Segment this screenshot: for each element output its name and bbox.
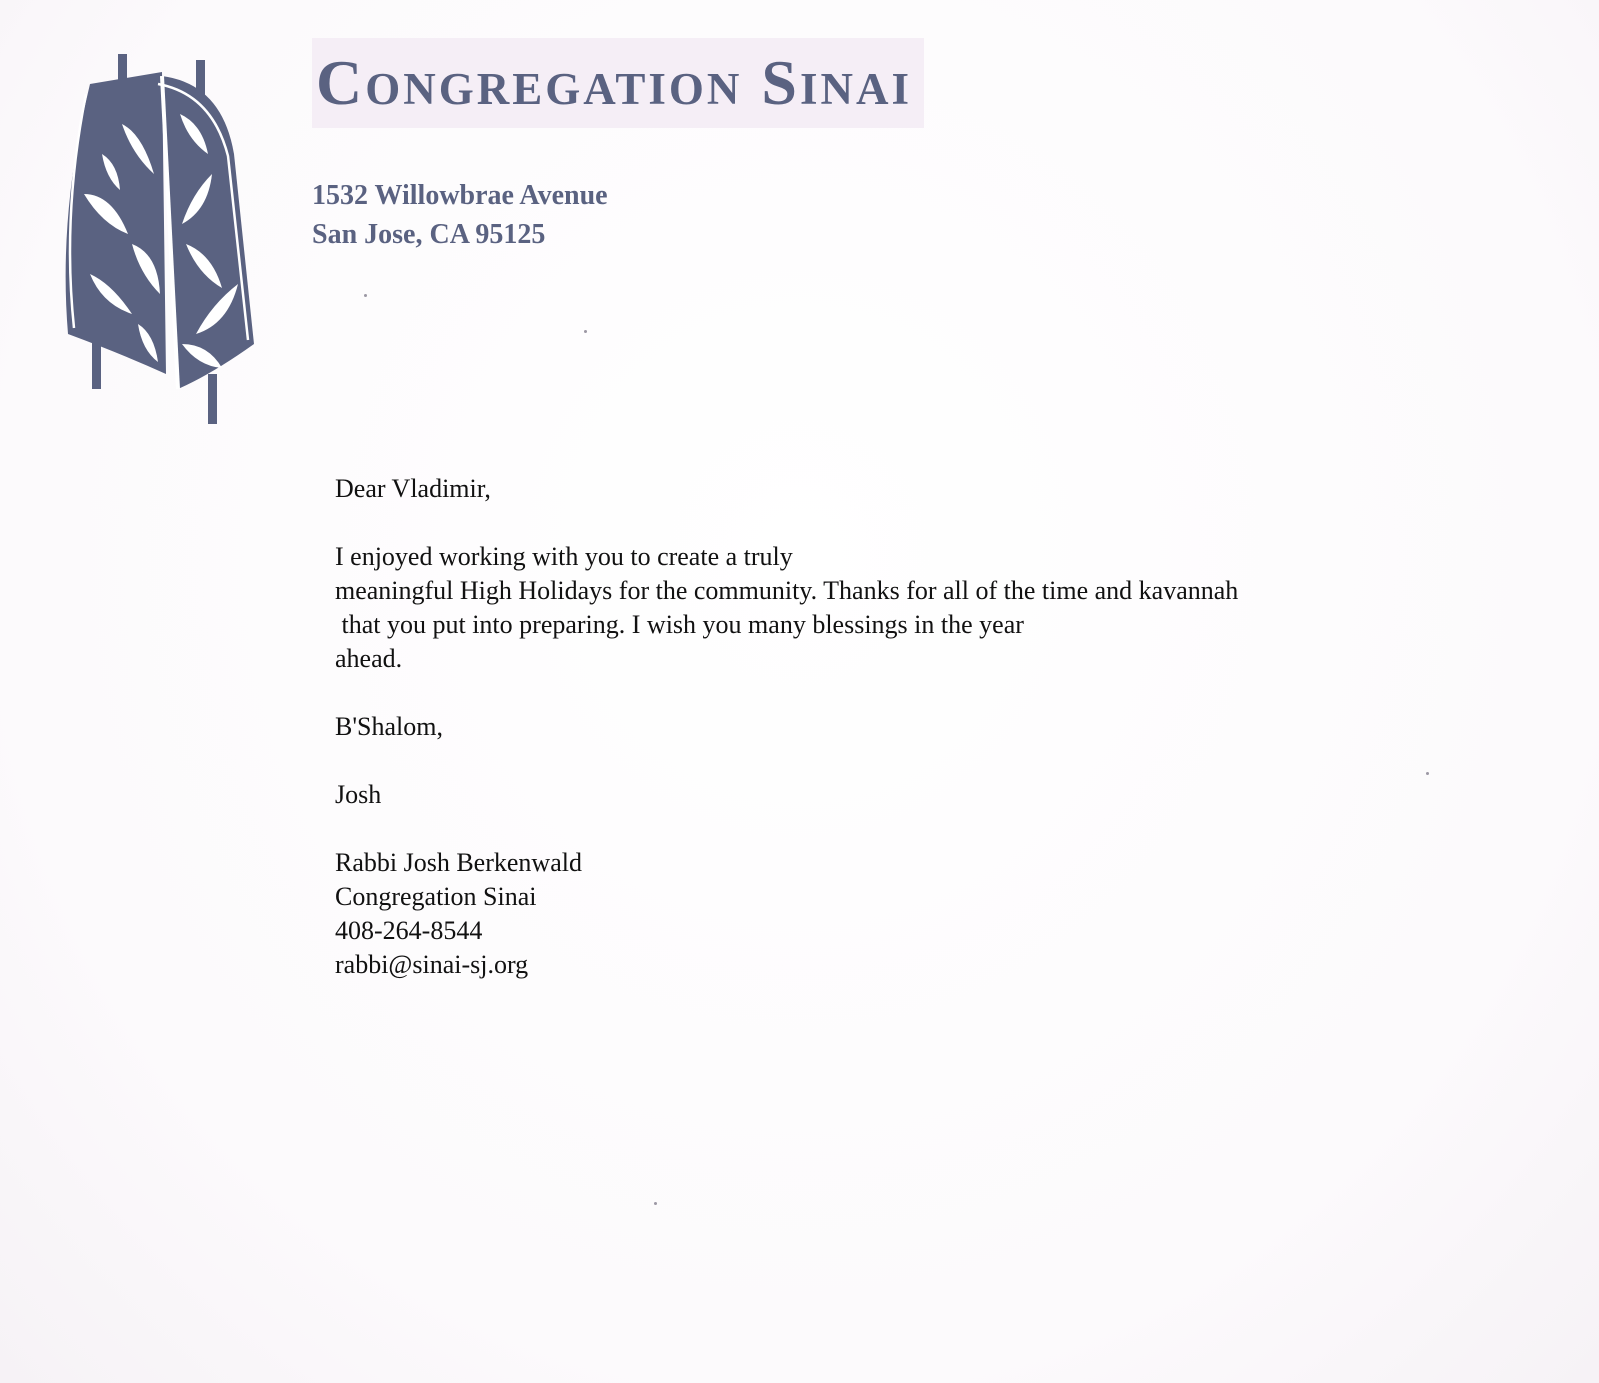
- paper-speck: [1426, 772, 1429, 775]
- paper-speck: [654, 1202, 657, 1205]
- address-street: 1532 Willowbrae Avenue: [312, 180, 608, 211]
- letter-body: [335, 472, 1455, 982]
- paper-speck: [584, 330, 587, 333]
- address-city: San Jose, CA 95125: [312, 219, 546, 250]
- organization-name: Congregation Sinai: [312, 38, 924, 128]
- body-line: meaningful High Holidays for the community. Thanks for all of the time and kavannah: [335, 576, 1239, 605]
- signature-email: rabbi@sinai-sj.org: [335, 950, 529, 979]
- letterhead-address: [312, 176, 608, 254]
- closing: B'Shalom,: [335, 712, 443, 741]
- signature-name: Rabbi Josh Berkenwald: [335, 848, 582, 877]
- salutation: Dear Vladimir,: [335, 474, 491, 503]
- signature-phone: 408-264-8544: [335, 916, 483, 945]
- signature: Josh: [335, 780, 382, 809]
- torah-scrolls-logo: [62, 44, 262, 434]
- body-line: I enjoyed working with you to create a truly: [335, 542, 793, 571]
- body-line: that you put into preparing. I wish you many blessings in the year: [335, 610, 1024, 639]
- paper-speck: [364, 294, 367, 297]
- signature-organization: Congregation Sinai: [335, 882, 537, 911]
- body-line: ahead.: [335, 644, 403, 673]
